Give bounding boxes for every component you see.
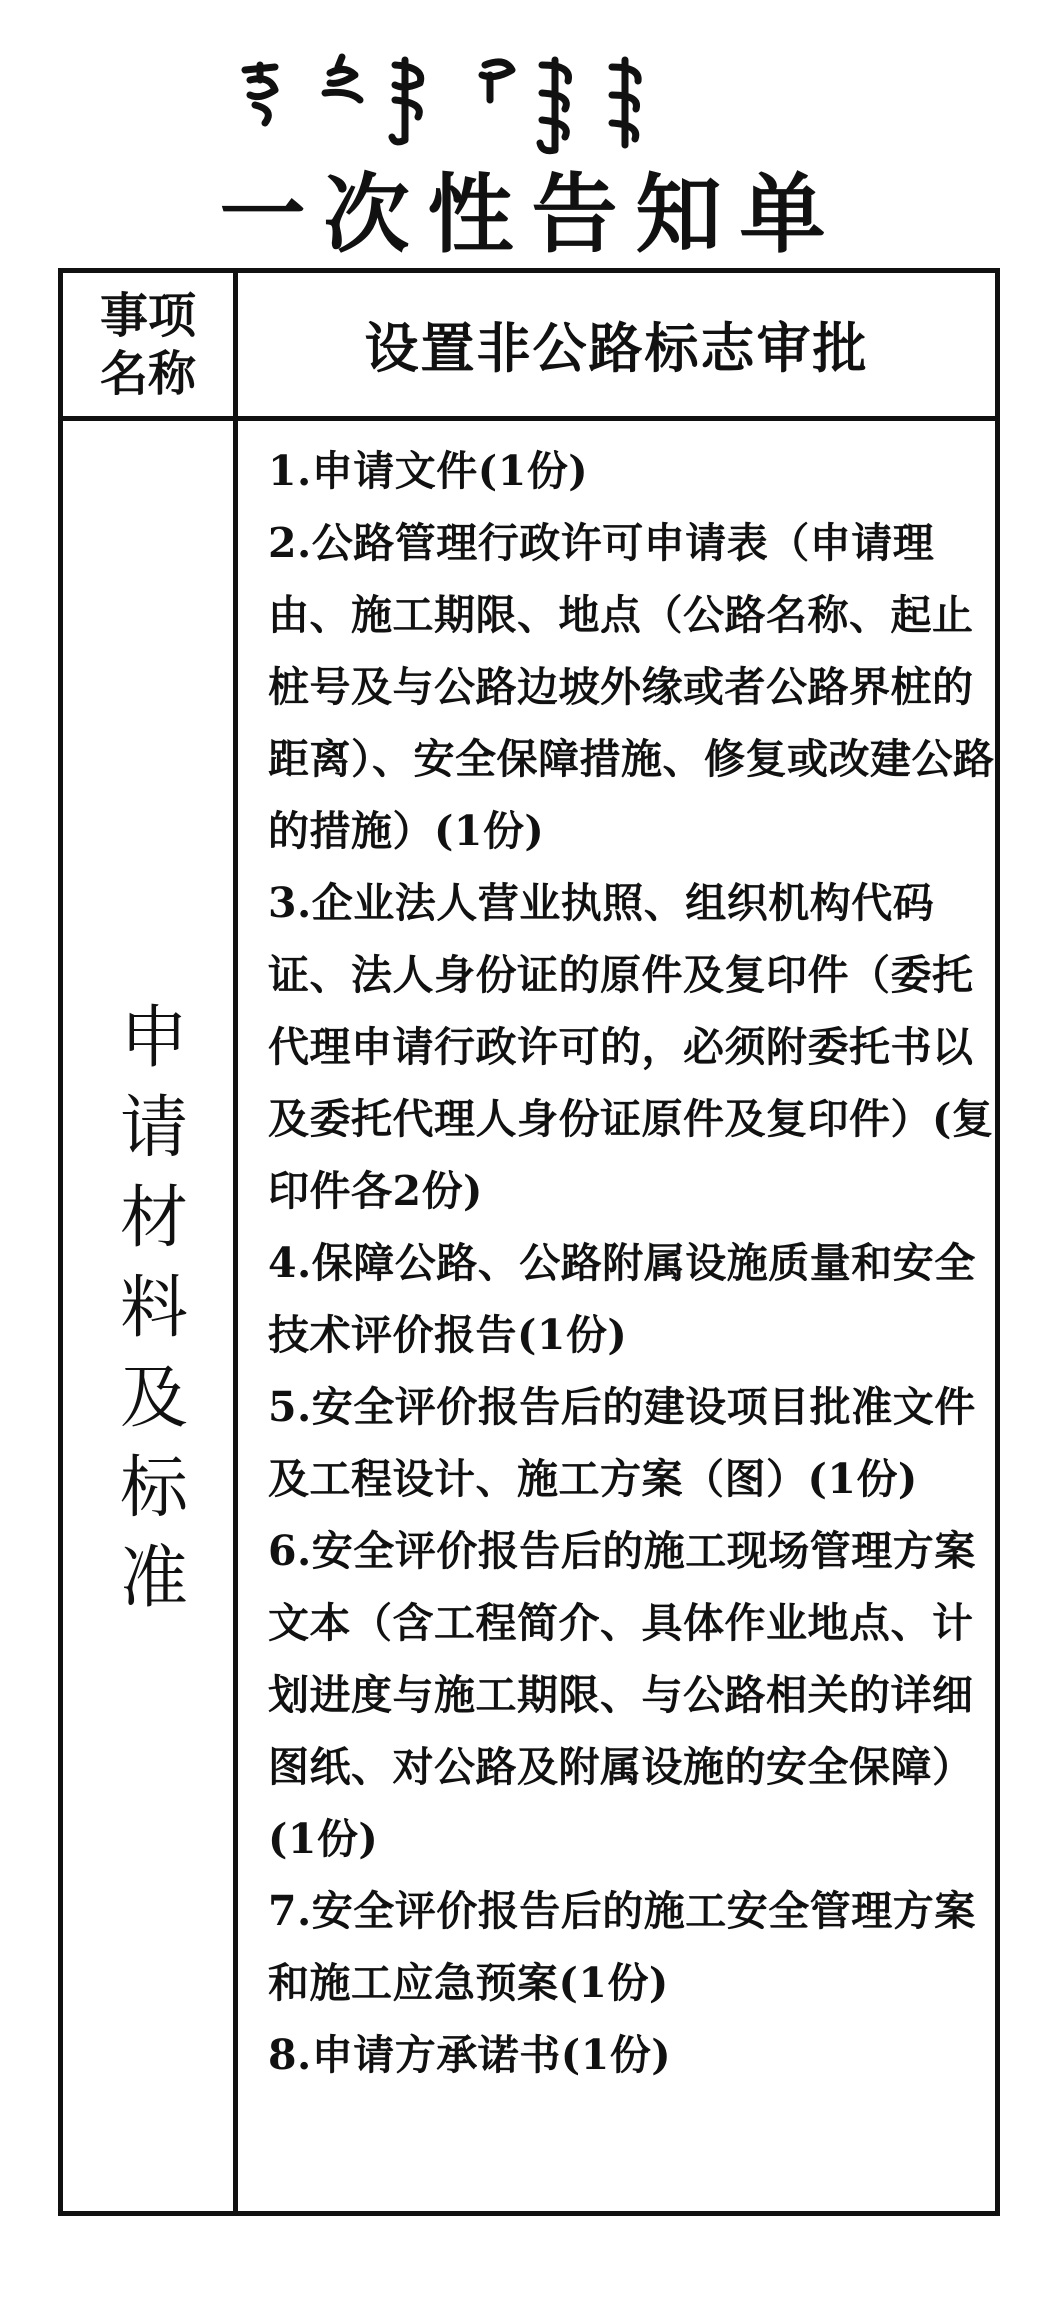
material-item: 4.保障公路、公路附属设施质量和安全技术评价报告(1份) xyxy=(268,1239,976,1359)
materials-list xyxy=(268,435,1008,2091)
materials-label: 申请材料及标准 xyxy=(108,1001,188,1631)
item-name-label: 事项 名称 xyxy=(99,287,196,402)
material-item: 3.企业法人营业执照、组织机构代码证、法人身份证的原件及复印件（委托代理申请行政许可的，必须附委托书以及委托代理人身份证原件及复印件）(复印件各2份) xyxy=(268,879,994,1215)
material-item: 7.安全评价报告后的施工安全管理方案和施工应急预案(1份) xyxy=(268,1887,976,2007)
notice-table xyxy=(58,268,1000,2216)
material-item: 1.申请文件(1份) xyxy=(268,447,589,495)
item-name-value: 设置非公路标志审批 xyxy=(364,316,869,380)
material-item: 2.公路管理行政许可申请表（申请理由、施工期限、地点（公路名称、起止桩号及与公路边坡外缘或者公路界桩的距离）、安全保障措施、修复或改建公路的措施）(1份) xyxy=(268,519,995,855)
material-item: 5.安全评价报告后的建设项目批准文件及工程设计、施工方案（图）(1份) xyxy=(268,1383,976,1503)
mongolian-script-title xyxy=(220,45,820,160)
materials-label-cell xyxy=(63,421,233,2211)
column-divider xyxy=(233,273,238,2211)
document-title: 一次性告知单 xyxy=(219,164,844,265)
material-item: 6.安全评价报告后的施工现场管理方案文本（含工程简介、具体作业地点、计划进度与施工期限、与公路相关的详细图纸、对公路及附属设施的安全保障）(1份) xyxy=(268,1527,976,1863)
material-item: 8.申请方承诺书(1份) xyxy=(268,2031,672,2079)
